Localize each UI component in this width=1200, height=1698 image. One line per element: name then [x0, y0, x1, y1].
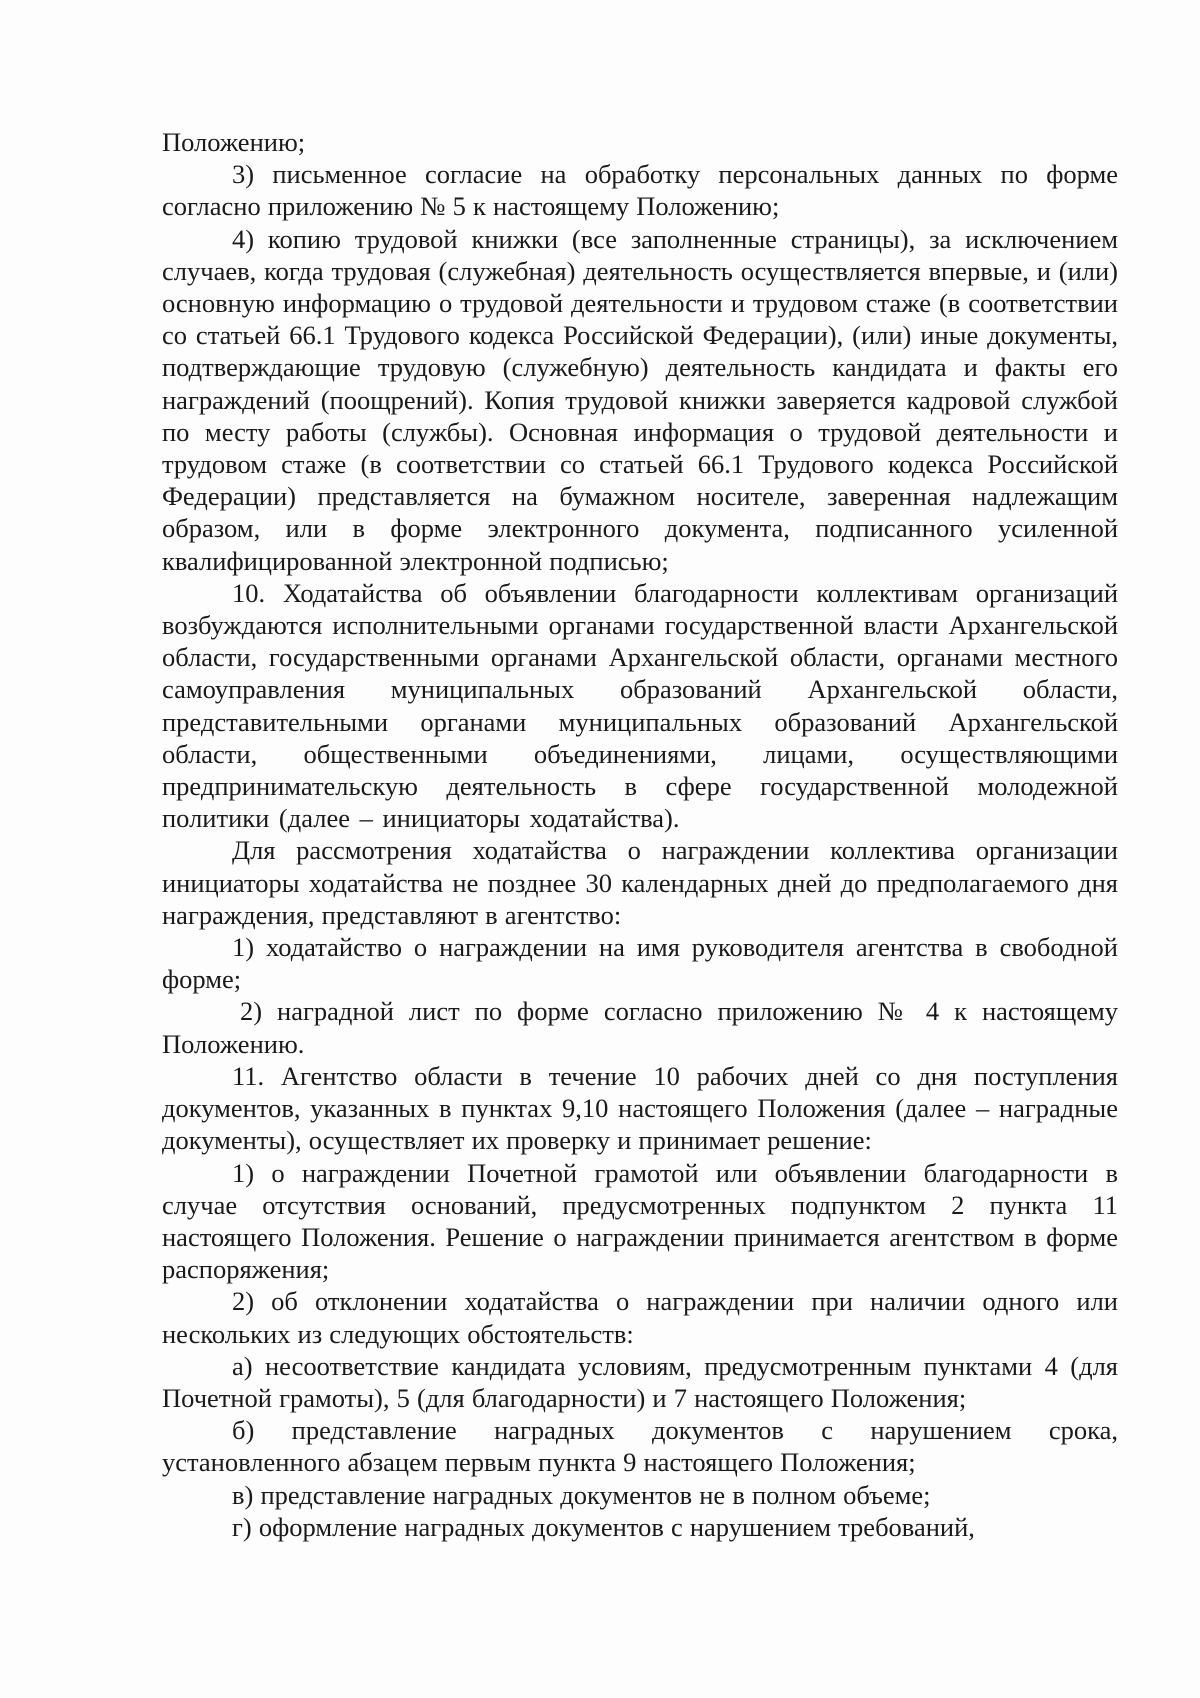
paragraph-subitem-a: а) несоответствие кандидата условиям, предусмотренным пунктами 4 (для Почетной грамоты), 5 (для благодарности) и 7 настоящего Положения;: [162, 1350, 1118, 1413]
paragraph-decision-2: 2) об отклонении ходатайства о награждении при наличии одного или нескольких из следующих обстоятельств:: [162, 1286, 1118, 1349]
paragraph-clause-11: 11. Агентство области в течение 10 рабочих дней со дня поступления документов, указанных в пунктах 9,10 настоящего Положения (далее – наградные документы), осуществляет их проверку и принимает решение:: [162, 1060, 1118, 1156]
paragraph-subitem-g: г) оформление наградных документов с нарушением требований,: [232, 1511, 975, 1542]
paragraph-clause-10: 10. Ходатайства об объявлении благодарности коллективам организаций возбуждаются исполнительными органами государственной власти Архангельской области, государственными органами Архангельской области, органами местного самоуправления муниципальных образований Архангельской области, представительными органами муниципальных образований Архангельской области, общественными объединениями, лицами, осуществляющими предпринимательскую деятельность в сфере государственной молодежной политики (далее – инициаторы ходатайства).: [162, 577, 1118, 834]
paragraph-collective-submission: Для рассмотрения ходатайства о награждении коллектива организации инициаторы ходатайства не позднее 30 календарных дней до предполагаемого дня награждения, представляют в агентство:: [162, 835, 1118, 930]
paragraph-collective-item-2: 2) наградной лист по форме согласно приложению № 4 к настоящему Положению.: [162, 996, 1118, 1059]
paragraph-item-3-consent: 3) письменное согласие на обработку персональных данных по форме согласно приложению № 5 к настоящему Положению;: [162, 159, 1118, 222]
paragraph-subitem-v: в) представление наградных документов не в полном объеме;: [232, 1479, 931, 1510]
document-body: [162, 126, 1118, 1543]
paragraph-continuation: Положению;: [162, 127, 306, 157]
paragraph-item-4-work-book: 4) копию трудовой книжки (все заполненные страницы), за исключением случаев, когда трудовая (служебная) деятельность осуществляется впервые, и (или) основную информацию о трудовой деятельности и трудовом стаже (в соответствии со статьей 66.1 Трудового кодекса Российской Федерации), (или) иные документы, подтверждающие трудовую (служебную) деятельность кандидата и факты его награждений (поощрений). Копия трудовой книжки заверяется кадровой службой по месту работы (службы). Основная информация о трудовой деятельности и трудовом стаже (в соответствии со статьей 66.1 Трудового кодекса Российской Федерации) представляется на бумажном носителе, заверенная надлежащим образом, или в форме электронного документа, подписанного усиленной квалифицированной электронной подписью;: [162, 223, 1118, 576]
paragraph-subitem-b: б) представление наградных документов с нарушением срока, установленного абзацем первым пункта 9 настоящего Положения;: [162, 1415, 1118, 1478]
paragraph-collective-item-1: 1) ходатайство о награждении на имя руководителя агентства в свободной форме;: [162, 932, 1118, 995]
paragraph-decision-1: 1) о награждении Почетной грамотой или объявлении благодарности в случае отсутствия оснований, предусмотренных подпунктом 2 пункта 11 настоящего Положения. Решение о награждении принимается агентством в форме распоряжения;: [162, 1157, 1118, 1285]
